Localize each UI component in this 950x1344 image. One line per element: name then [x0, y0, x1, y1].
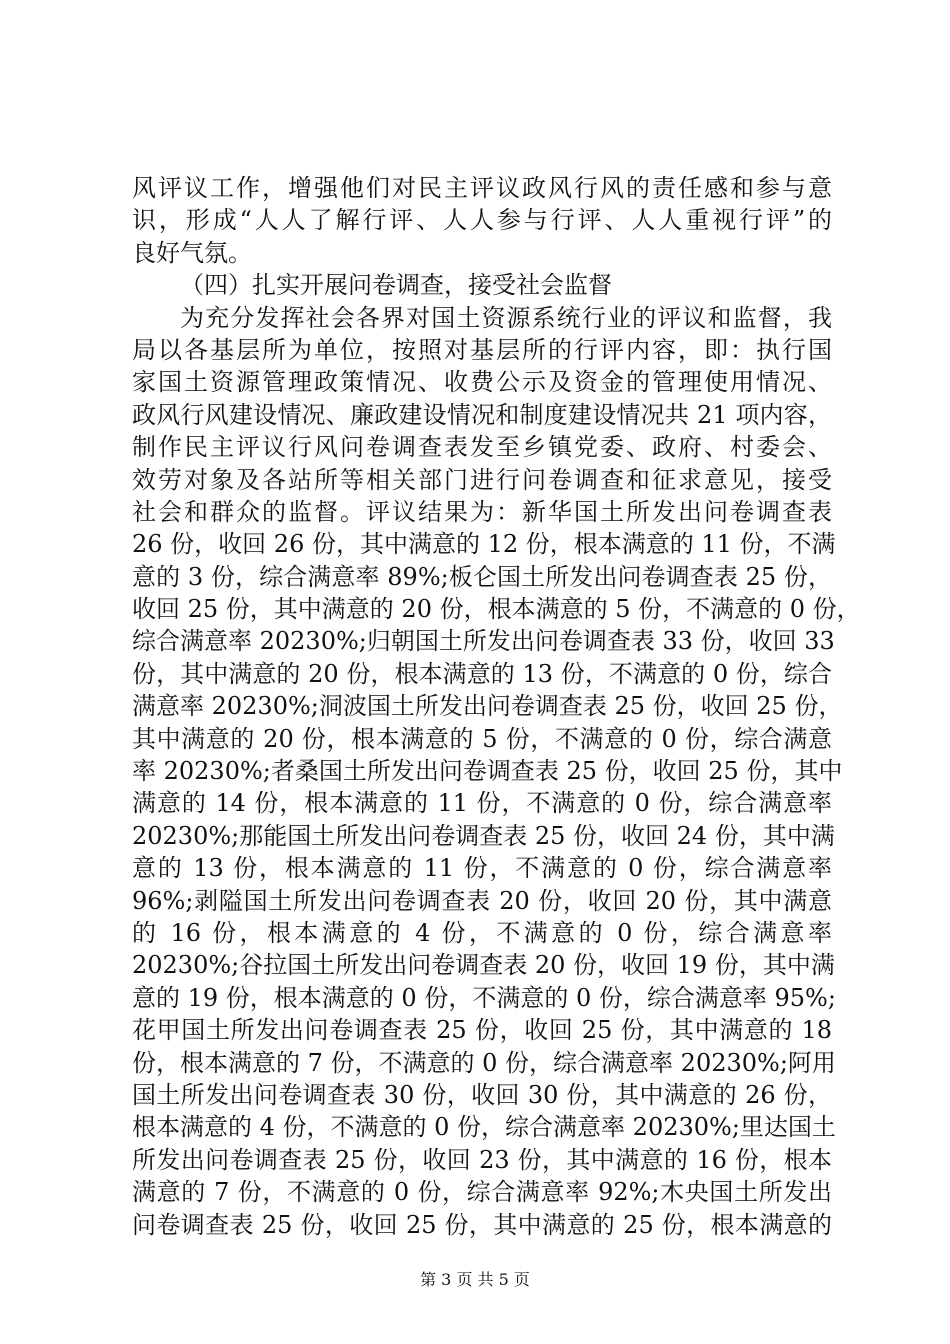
text-line: 满意率 20230%;洞波国土所发出问卷调查表 25 份，收回 25 份，: [132, 692, 843, 721]
text-line: 的 16 份，根本满意的 4 份，不满意的 0 份，综合满意率: [132, 918, 832, 947]
page-footer: [0, 1270, 950, 1290]
text-line: 根本满意的 4 份，不满意的 0 份，综合满意率 20230%;里达国土: [132, 1113, 836, 1142]
text-line: 效劳对象及各站所等相关部门进行问卷调查和征求意见，接受: [132, 465, 832, 494]
text-line: 份，根本满意的 7 份，不满意的 0 份，综合满意率 20230%;阿用: [132, 1048, 836, 1077]
text-line: 份，其中满意的 20 份，根本满意的 13 份，不满意的 0 份，综合: [132, 659, 832, 688]
text-line: 家国土资源管理政策情况、收费公示及资金的管理使用情况、: [132, 368, 832, 397]
text-line: 国土所发出问卷调查表 30 份，收回 30 份，其中满意的 26 份，: [132, 1080, 832, 1109]
text-line: 局以各基层所为单位，按照对基层所的行评内容，即：执行国: [132, 335, 832, 364]
text-line: 26 份，收回 26 份，其中满意的 12 份，根本满意的 11 份，不满: [132, 530, 836, 559]
text-line: 综合满意率 20230%;归朝国土所发出问卷调查表 33 份，收回 33: [132, 627, 835, 656]
text-line: 花甲国土所发出问卷调查表 25 份，收回 25 份，其中满意的 18: [132, 1016, 832, 1045]
page-number: 第 3 页 共 5 页: [420, 1270, 530, 1289]
text-line: 风评议工作，增强他们对民主评议政风行风的责任感和参与意: [132, 174, 832, 202]
text-line: 收回 25 份，其中满意的 20 份，根本满意的 5 份，不满意的 0 份，: [132, 595, 861, 624]
text-line: 社会和群众的监督。评议结果为：新华国土所发出问卷调查表: [132, 497, 832, 526]
text-line: 良好气氛。: [132, 238, 252, 267]
text-line: 意的 3 份，综合满意率 89%;板仑国土所发出问卷调查表 25 份，: [132, 562, 832, 591]
text-line: 20230%;那能国土所发出问卷调查表 25 份，收回 24 份，其中满: [132, 821, 835, 850]
text-line: 满意的 7 份，不满意的 0 份，综合满意率 92%;木央国土所发出: [132, 1178, 832, 1207]
text-line: 96%;剥隘国土所发出问卷调查表 20 份，收回 20 份，其中满意: [132, 886, 832, 915]
text-line: 意的 19 份，根本满意的 0 份，不满意的 0 份，综合满意率 95%;: [132, 983, 836, 1012]
text-line: 20230%;谷拉国土所发出问卷调查表 20 份，收回 19 份，其中满: [132, 951, 835, 980]
body-text: [132, 172, 861, 1241]
text-line: 制作民主评议行风问卷调查表发至乡镇党委、政府、村委会、: [132, 433, 832, 462]
text-line: 为充分发挥社会各界对国土资源系统行业的评议和监督，我: [180, 303, 832, 332]
text-line: 政风行风建设情况、廉政建设情况和制度建设情况共 21 项内容，: [132, 400, 832, 429]
text-line: 满意的 14 份，根本满意的 11 份，不满意的 0 份，综合满意率: [132, 789, 832, 818]
text-line: 所发出问卷调查表 25 份，收回 23 份，其中满意的 16 份，根本: [132, 1145, 832, 1174]
text-line: 意的 13 份，根本满意的 11 份，不满意的 0 份，综合满意率: [132, 854, 832, 883]
section-heading: （四）扎实开展问卷调查，接受社会监督: [180, 271, 612, 300]
text-line: 其中满意的 20 份，根本满意的 5 份，不满意的 0 份，综合满意: [132, 724, 832, 753]
text-line: 识，形成“人人了解行评、人人参与行评、人人重视行评”的: [132, 206, 832, 235]
text-line: 问卷调查表 25 份，收回 25 份，其中满意的 25 份，根本满意的: [132, 1210, 832, 1239]
text-line: 率 20230%;者桑国土所发出问卷调查表 25 份，收回 25 份，其中: [132, 757, 843, 786]
